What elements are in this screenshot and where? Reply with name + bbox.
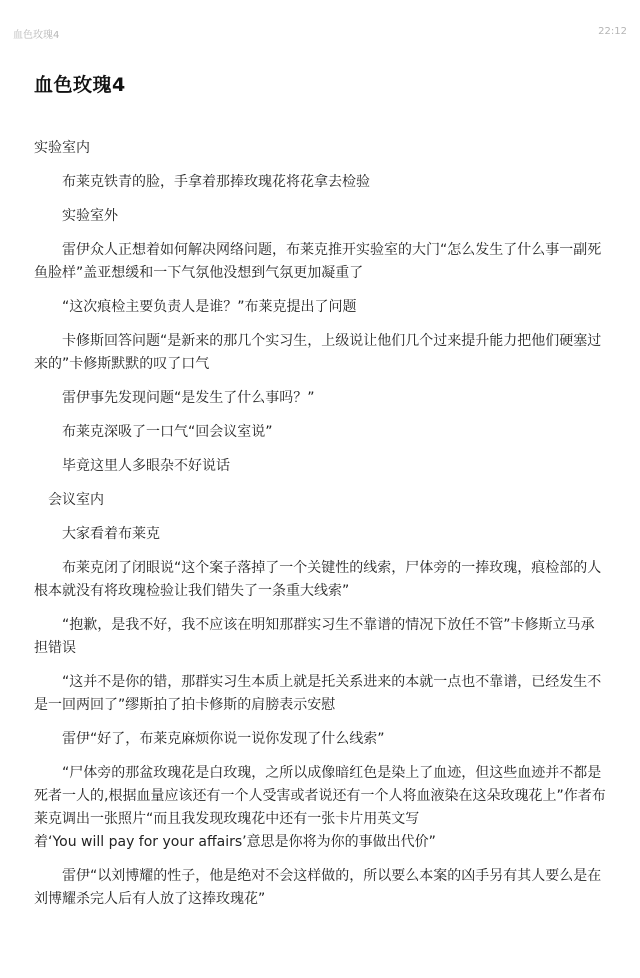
paragraph: 着‘You will pay for your affairs’意思是你将为你的事做出代价” (34, 834, 436, 850)
paragraph: “抱歉，是我不好，我不应该在明知那群实习生不靠谱的情况下放任不管”卡修斯立马承担错误 (34, 617, 595, 656)
paragraph: 雷伊“以刘博耀的性子，他是绝对不会这样做的，所以要么本案的凶手另有其人要么是在刘博耀杀完人后有人放了这捧玫瑰花” (34, 868, 602, 907)
chapter-body[interactable] (34, 137, 606, 922)
status-time: 22:12 (598, 26, 627, 37)
paragraph: 雷伊众人正想着如何解决网络问题，布莱克推开实验室的大门“怎么发生了什么事一副死鱼脸样”盖亚想缓和一下气氛他没想到气氛更加凝重了 (34, 242, 602, 281)
paragraph: 卡修斯回答问题“是新来的那几个实习生，上级说让他们几个过来提升能力把他们硬塞过来的”卡修斯默默的叹了口气 (34, 333, 602, 372)
status-bar (0, 0, 640, 62)
paragraph: 布莱克闭了闭眼说“这个案子落掉了一个关键性的线索，尸体旁的一捧玫瑰，痕检部的人根本就没有将玫瑰检验让我们错失了一条重大线索” (34, 560, 602, 599)
paragraph: 雷伊事先发现问题“是发生了什么事吗？” (62, 390, 315, 406)
paragraph: “尸体旁的那盆玫瑰花是白玫瑰，之所以成像暗红色是染上了血迹，但这些血迹并不都是死者一人的,根据血量应该还有一个人受害或者说还有一个人将血液染在这朵玫瑰花上”作者布莱克调出一张照片“而且我发现玫瑰花中还有一张卡片用英文写 (34, 765, 606, 827)
status-book-title: 血色玫瑰4 (13, 30, 60, 41)
paragraph: 雷伊“好了，布莱克麻烦你说一说你发现了什么线索” (62, 731, 385, 747)
paragraph: 会议室内 (48, 492, 104, 508)
paragraph: 大家看着布莱克 (62, 526, 160, 542)
paragraph: 毕竟这里人多眼杂不好说话 (62, 458, 230, 474)
chapter-title: 血色玫瑰4 (34, 74, 126, 96)
paragraph: 布莱克深吸了一口气“回会议室说” (62, 424, 273, 440)
paragraph: 布莱克铁青的脸，手拿着那捧玫瑰花将花拿去检验 (62, 174, 370, 190)
paragraph: “这并不是你的错，那群实习生本质上就是托关系进来的本就一点也不靠谱，已经发生不是一回两回了”缪斯拍了拍卡修斯的肩膀表示安慰 (34, 674, 602, 713)
paragraph: “这次痕检主要负责人是谁？”布莱克提出了问题 (62, 299, 357, 315)
paragraph: 实验室外 (62, 208, 118, 224)
paragraph: 实验室内 (34, 140, 90, 156)
